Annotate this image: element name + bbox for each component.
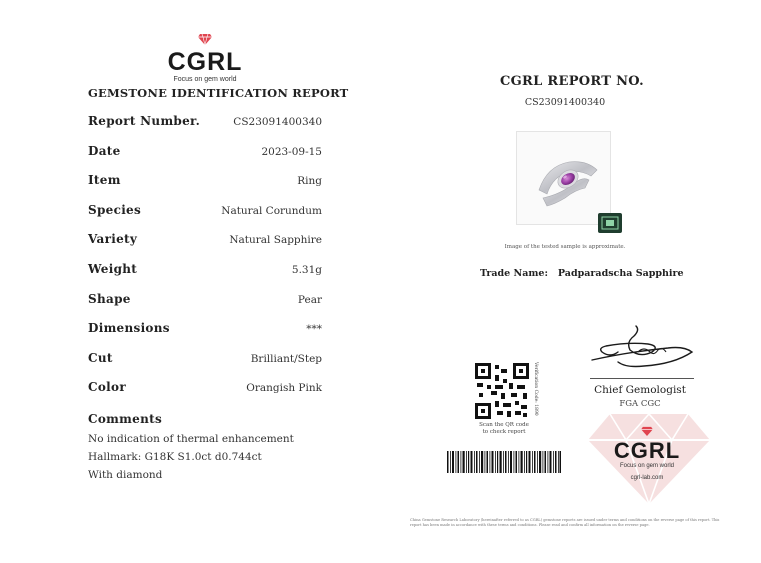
field-value: CS23091400340 xyxy=(233,116,322,128)
gem-icon xyxy=(641,426,653,436)
trade-name-value: Padparadscha Sapphire xyxy=(557,268,684,279)
verification-code: Verification Code: 1890 xyxy=(533,362,538,416)
field-value: Orangish Pink xyxy=(246,382,322,395)
field-row xyxy=(88,144,322,174)
field-value: Ring xyxy=(297,175,322,188)
signature-title: Chief Gemologist xyxy=(594,384,686,396)
field-label: Item xyxy=(88,173,121,188)
field-value: 5.31g xyxy=(291,263,322,276)
qr-code[interactable] xyxy=(475,363,529,419)
barcode xyxy=(447,451,561,473)
gem-icon xyxy=(198,33,212,45)
signature-line xyxy=(590,378,694,379)
ring-image xyxy=(517,132,610,224)
field-row xyxy=(88,173,322,203)
report-front-page xyxy=(0,0,380,563)
field-row xyxy=(88,321,322,351)
report-fields xyxy=(88,114,322,410)
sample-photo xyxy=(516,131,611,225)
signature-credentials: FGA CGC xyxy=(619,399,661,409)
report-number-title: CGRL REPORT NO. xyxy=(500,74,644,89)
field-label: Shape xyxy=(88,291,131,306)
report-title: GEMSTONE IDENTIFICATION REPORT xyxy=(88,86,349,100)
field-row xyxy=(88,380,322,410)
field-value: Pear xyxy=(297,293,322,306)
field-row xyxy=(88,262,322,292)
field-value: *** xyxy=(306,323,322,336)
logo-tagline: Focus on gem world xyxy=(173,76,237,83)
field-label: Species xyxy=(88,202,142,217)
comment-line: No indication of thermal enhancement xyxy=(88,433,294,445)
trade-name xyxy=(480,268,684,279)
field-value: Natural Sapphire xyxy=(229,234,322,247)
field-value: 2023-09-15 xyxy=(261,145,322,158)
report-number-value: CS23091400340 xyxy=(524,97,606,108)
scan-text-1: Scan the QR code xyxy=(479,422,529,428)
field-label: Variety xyxy=(88,232,138,247)
disclaimer-text: China Gemstone Research Laboratory (hereinafter referred to as CGRL) gemstone reports are issued under terms and conditions on the reverse page of this report. This report has been made in accordance with these terms and conditions. Please read and confirm all information on the reverse page. xyxy=(410,518,720,527)
field-row xyxy=(88,203,322,233)
sample-badge xyxy=(598,213,622,233)
field-label: Report Number. xyxy=(88,114,201,128)
field-label: Dimensions xyxy=(88,321,170,336)
logo-website: cgrl-lab.com xyxy=(630,475,664,481)
image-caption: Image of the tested sample is approximate. xyxy=(504,244,626,250)
field-row xyxy=(88,351,322,381)
logo-wordmark: CGRL xyxy=(613,438,681,463)
field-label: Cut xyxy=(88,350,113,365)
cgrl-logo xyxy=(150,30,260,83)
signature xyxy=(588,322,698,376)
field-row xyxy=(88,232,322,262)
trade-name-label: Trade Name: xyxy=(480,268,548,279)
field-row xyxy=(88,114,322,144)
comment-line: Hallmark: G18K S1.0ct d0.744ct xyxy=(88,451,262,463)
scan-text-2: to check report xyxy=(482,429,526,435)
comment-line: With diamond xyxy=(88,469,163,481)
field-label: Weight xyxy=(88,261,138,276)
comments-title: Comments xyxy=(88,412,163,426)
comments-section xyxy=(88,412,328,484)
scan-instructions xyxy=(470,422,538,436)
logo-wordmark: CGRL xyxy=(167,48,243,76)
field-label: Date xyxy=(88,143,121,158)
field-value: Brilliant/Step xyxy=(250,352,322,365)
logo-tagline: Focus on gem world xyxy=(619,463,675,469)
field-row xyxy=(88,292,322,322)
cgrl-logo-secondary xyxy=(597,421,697,481)
field-label: Color xyxy=(88,380,126,395)
field-value: Natural Corundum xyxy=(221,204,322,217)
